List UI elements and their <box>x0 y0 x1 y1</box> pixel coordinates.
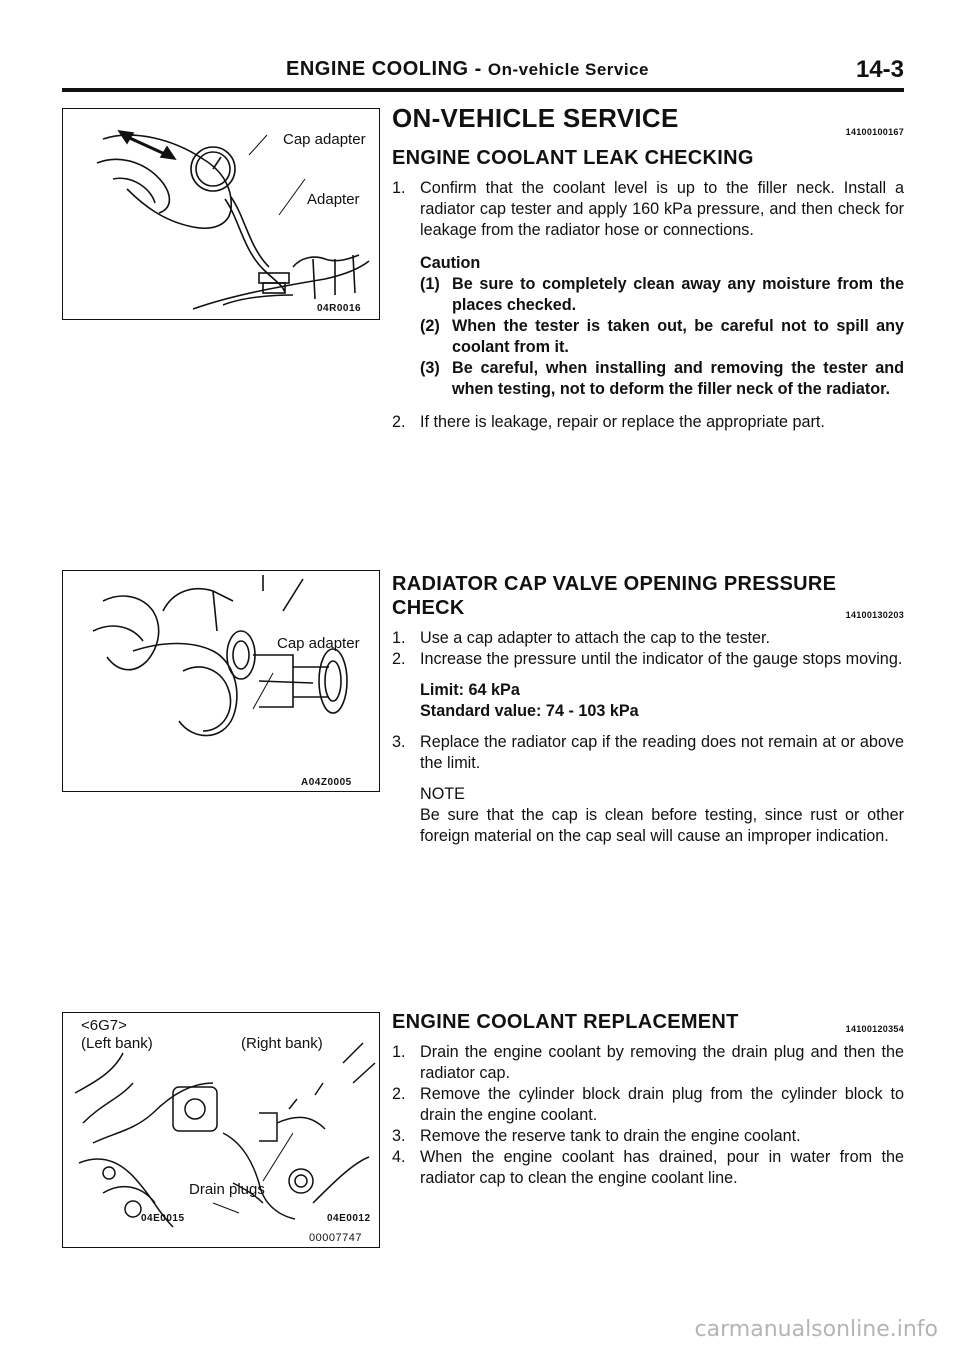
figure-code-main: 00007747 <box>309 1232 362 1244</box>
step-number: 2. <box>392 1085 406 1103</box>
step-3 <box>392 732 904 774</box>
caution-item <box>420 358 904 400</box>
section-radiator-cap-check <box>392 572 904 847</box>
step-1 <box>392 1042 904 1084</box>
caution-text: Be sure to completely clean away any moisture from the places checked. <box>452 275 904 314</box>
step-2 <box>392 649 904 670</box>
header-subtitle: On-vehicle Service <box>487 60 650 79</box>
step-number: 2. <box>392 650 406 668</box>
step-text: When the engine coolant has drained, pour in water from the radiator cap to clean the engine coolant line. <box>420 1148 904 1187</box>
figure-cap-adapter <box>62 570 380 792</box>
step-number: 4. <box>392 1148 406 1166</box>
figure-code: 04R0016 <box>317 303 362 314</box>
note-title: NOTE <box>420 785 465 803</box>
cap-adapter-illustration <box>63 571 380 792</box>
standard-value: Standard value: 74 - 103 kPa <box>420 702 639 720</box>
section-title: RADIATOR CAP VALVE OPENING PRESSURE <box>392 573 837 595</box>
caution-item <box>420 274 904 316</box>
page-number: 14-3 <box>855 56 904 83</box>
limit-value: Limit: 64 kPa <box>420 681 520 699</box>
label-adapter: Adapter <box>307 191 360 208</box>
step-text: Remove the cylinder block drain plug from the cylinder block to drain the engine coolant. <box>420 1085 904 1124</box>
section-title-row <box>392 1010 904 1036</box>
header-separator: - <box>474 58 482 80</box>
label-drain-plugs: Drain plugs <box>189 1181 265 1198</box>
label-cap-adapter: Cap adapter <box>283 131 366 148</box>
section-coolant-replacement <box>392 1010 904 1189</box>
label-engine-model: <6G7> <box>81 1017 127 1034</box>
figure-cap-tester <box>62 108 380 320</box>
step-text: Remove the reserve tank to drain the engine coolant. <box>420 1127 801 1145</box>
caution-item <box>420 316 904 358</box>
step-2 <box>392 1084 904 1126</box>
page-header <box>62 56 904 86</box>
step-number: 1. <box>392 629 406 647</box>
section-code: 14100120354 <box>845 1024 904 1034</box>
caution-number: (3) <box>420 359 440 377</box>
section-title: ENGINE COOLANT REPLACEMENT <box>392 1011 739 1033</box>
watermark: carmanualsonline.info <box>694 1317 938 1342</box>
figure-code-left: 04E0015 <box>141 1213 185 1224</box>
label-right-bank: (Right bank) <box>241 1035 323 1052</box>
figure-code-right: 04E0012 <box>327 1213 371 1224</box>
step-1 <box>392 178 904 241</box>
caution-text: Be careful, when installing and removing the tester and when testing, not to deform the filler neck of the radiator. <box>452 359 904 398</box>
section-on-vehicle-service <box>392 103 904 433</box>
step-text: Drain the engine coolant by removing the drain plug and then the radiator cap. <box>420 1043 904 1082</box>
section-code: 14100100167 <box>845 127 904 137</box>
section-title: ON-VEHICLE SERVICE <box>392 103 679 133</box>
caution-block <box>392 253 904 400</box>
label-left-bank: (Left bank) <box>81 1035 153 1052</box>
step-text: Increase the pressure until the indicator of the gauge stops moving. <box>420 650 903 668</box>
step-text: Replace the radiator cap if the reading does not remain at or above the limit. <box>420 733 904 772</box>
caution-title: Caution <box>420 254 481 272</box>
step-1 <box>392 628 904 649</box>
figure-drain-plugs <box>62 1012 380 1248</box>
step-text: If there is leakage, repair or replace the appropriate part. <box>420 413 825 431</box>
step-number: 2. <box>392 413 406 431</box>
caution-number: (1) <box>420 275 440 293</box>
label-cap-adapter: Cap adapter <box>277 635 360 652</box>
section-title-row <box>392 596 904 620</box>
header-rule <box>62 88 904 92</box>
step-2 <box>392 412 904 433</box>
step-4 <box>392 1147 904 1189</box>
step-number: 1. <box>392 1043 406 1061</box>
caution-text: When the tester is taken out, be careful not to spill any coolant from it. <box>452 317 904 356</box>
header-title <box>286 58 649 81</box>
step-number: 3. <box>392 733 406 751</box>
subsection-title: ENGINE COOLANT LEAK CHECKING <box>392 147 754 169</box>
figure-code: A04Z0005 <box>301 777 352 788</box>
caution-number: (2) <box>420 317 440 335</box>
step-number: 1. <box>392 179 406 197</box>
step-number: 3. <box>392 1127 406 1145</box>
step-3 <box>392 1126 904 1147</box>
step-text: Use a cap adapter to attach the cap to the tester. <box>420 629 771 647</box>
header-title-main: ENGINE COOLING <box>286 58 469 80</box>
step-text: Confirm that the coolant level is up to the filler neck. Install a radiator cap tester and apply 160 kPa pressure, and then check for leakage from the radiator hose or connections. <box>420 179 904 239</box>
section-code: 14100130203 <box>845 610 904 620</box>
note-text: Be sure that the cap is clean before testing, since rust or other foreign material on the cap seal will cause an improper indication. <box>420 806 904 845</box>
section-title-row <box>392 103 904 140</box>
section-title-line2: CHECK <box>392 597 465 619</box>
